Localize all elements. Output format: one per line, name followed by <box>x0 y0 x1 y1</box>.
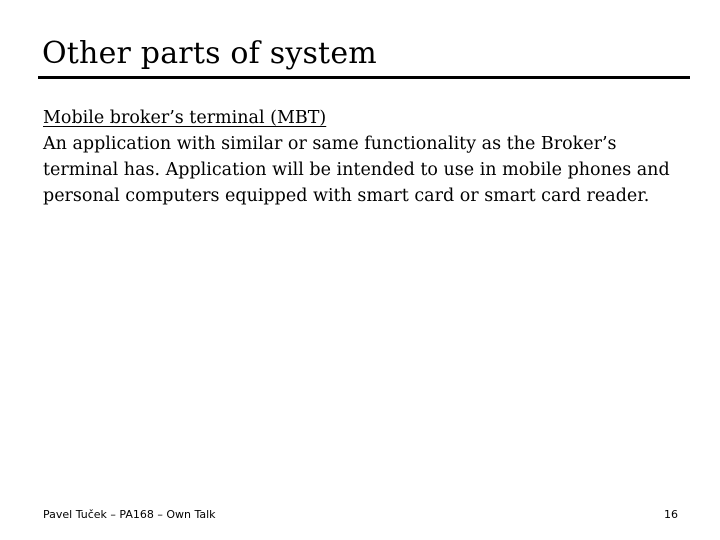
title-underline-rule <box>38 76 690 79</box>
body-paragraph: An application with similar or same functionality as the Broker’s terminal has. Application will be intended to use in mobile phones and personal computers equipped with smart card or smart card reader. <box>43 134 670 206</box>
slide-body <box>43 105 693 209</box>
slide-title: Other parts of system <box>42 36 377 71</box>
footer-text: Pavel Tuček – PA168 – Own Talk <box>43 508 216 521</box>
page-number: 16 <box>664 508 678 521</box>
section-heading: Mobile broker’s terminal (MBT) <box>43 108 327 128</box>
